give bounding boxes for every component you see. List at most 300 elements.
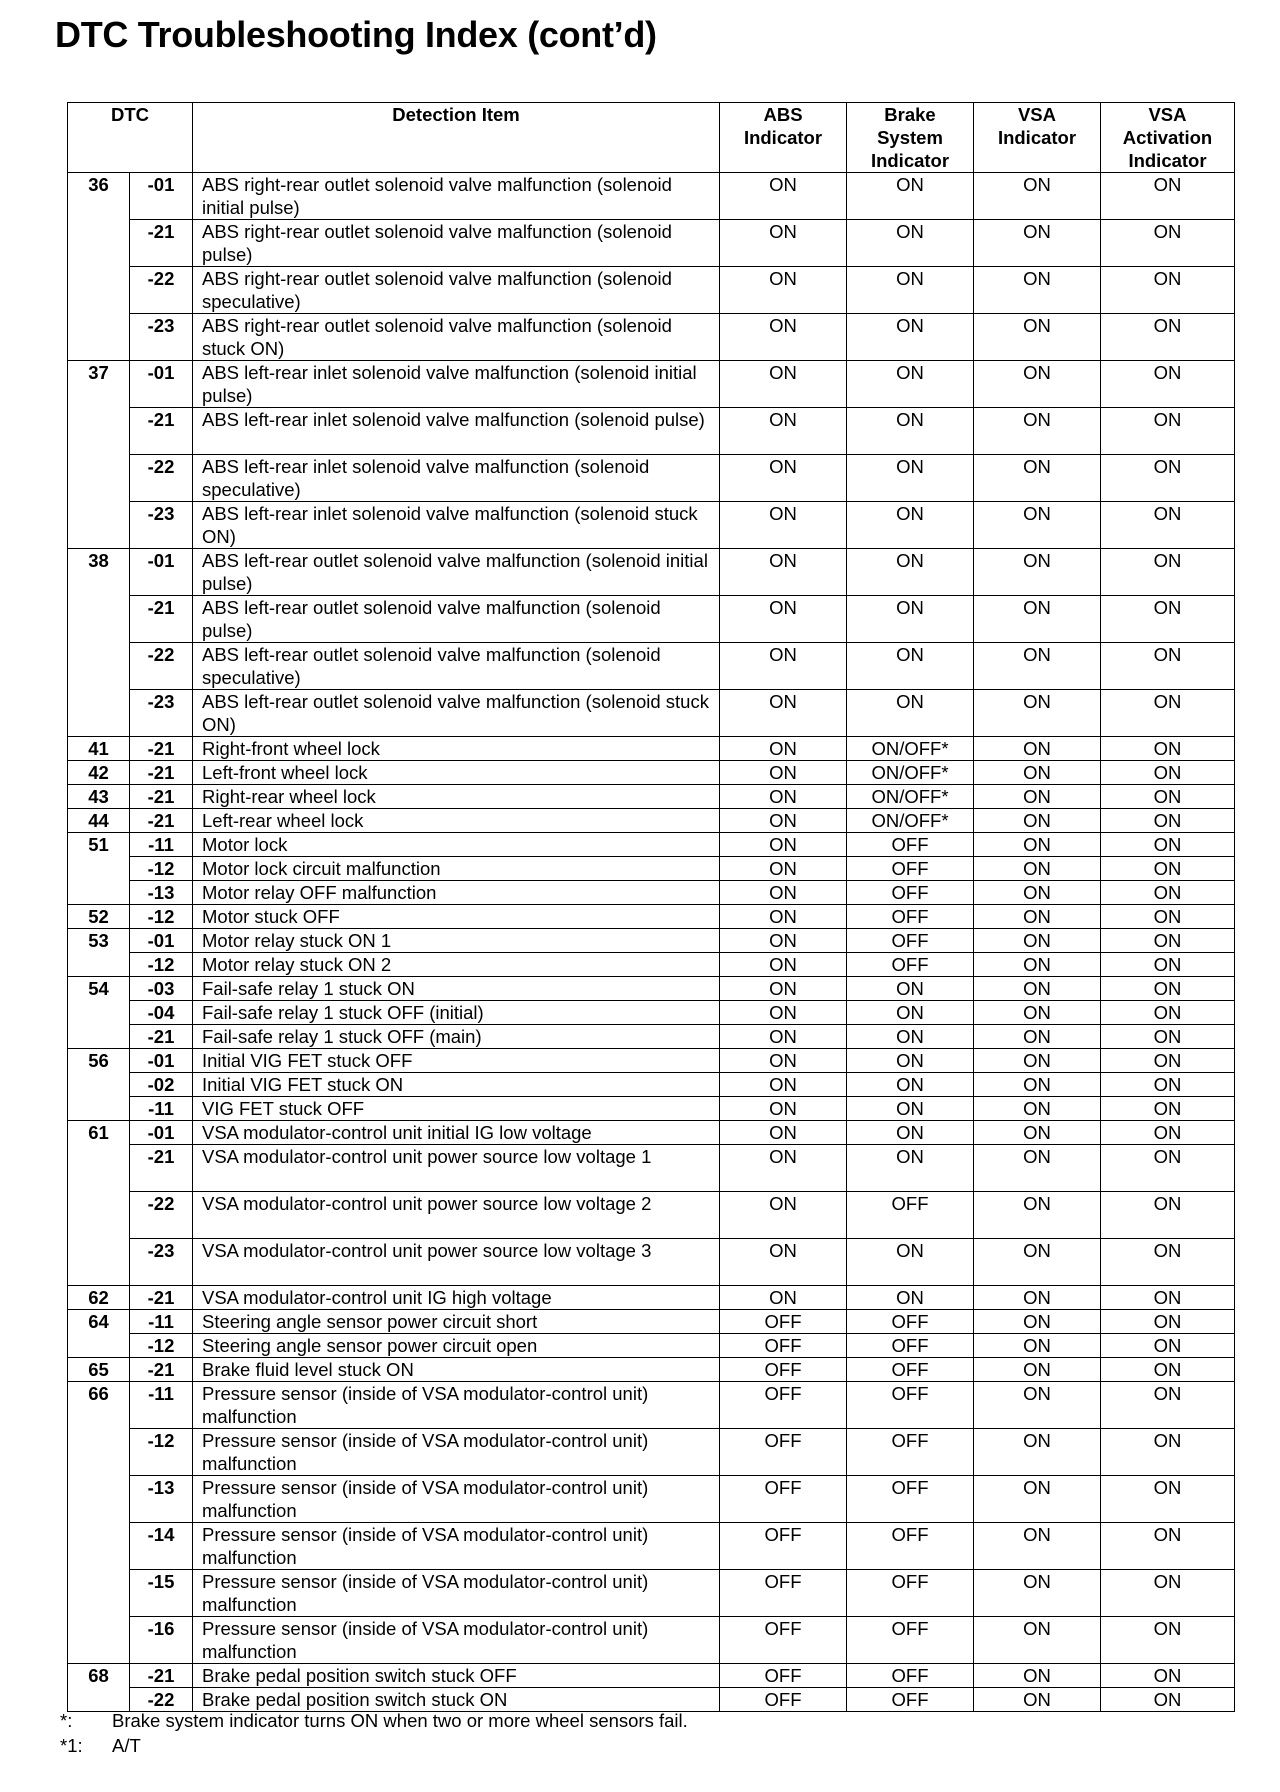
vsa-activation-value: ON [1101, 1073, 1235, 1097]
vsa-indicator-value: ON [974, 809, 1101, 833]
abs-indicator-value: OFF [720, 1570, 847, 1617]
vsa-activation-value: ON [1101, 1121, 1235, 1145]
vsa-indicator-value: ON [974, 502, 1101, 549]
vsa-indicator-value: ON [974, 953, 1101, 977]
dtc-code: 56 [68, 1049, 130, 1121]
dtc-subcode: -15 [130, 1570, 193, 1617]
table-row [68, 1570, 1235, 1617]
detection-item: Motor relay stuck ON 2 [193, 953, 720, 977]
detection-item: Pressure sensor (inside of VSA modulator-control unit) malfunction [193, 1429, 720, 1476]
table-row [68, 929, 1235, 953]
abs-indicator-value: OFF [720, 1358, 847, 1382]
dtc-subcode: -12 [130, 1429, 193, 1476]
vsa-activation-value: ON [1101, 809, 1235, 833]
table-row [68, 1382, 1235, 1429]
table-row [68, 549, 1235, 596]
brake-indicator-value: ON [847, 690, 974, 737]
brake-indicator-value: ON [847, 220, 974, 267]
vsa-activation-value: ON [1101, 502, 1235, 549]
abs-indicator-value: ON [720, 1025, 847, 1049]
abs-indicator-value: ON [720, 833, 847, 857]
brake-indicator-value: ON [847, 1239, 974, 1286]
footnote [60, 1733, 688, 1758]
table-row [68, 220, 1235, 267]
vsa-activation-value: ON [1101, 1688, 1235, 1712]
abs-indicator-value: OFF [720, 1334, 847, 1358]
vsa-indicator-value: ON [974, 1025, 1101, 1049]
abs-indicator-value: ON [720, 1073, 847, 1097]
brake-indicator-value: OFF [847, 953, 974, 977]
vsa-indicator-value: ON [974, 314, 1101, 361]
detection-item: Initial VIG FET stuck OFF [193, 1049, 720, 1073]
vsa-indicator-value: ON [974, 596, 1101, 643]
dtc-subcode: -22 [130, 455, 193, 502]
detection-item: Motor stuck OFF [193, 905, 720, 929]
vsa-activation-value: ON [1101, 596, 1235, 643]
dtc-subcode: -01 [130, 1049, 193, 1073]
table-row [68, 1192, 1235, 1239]
dtc-code: 36 [68, 173, 130, 361]
table-row [68, 1523, 1235, 1570]
vsa-indicator-value: ON [974, 1286, 1101, 1310]
vsa-activation-value: ON [1101, 1239, 1235, 1286]
vsa-activation-value: ON [1101, 1617, 1235, 1664]
table-row [68, 408, 1235, 455]
abs-indicator-value: ON [720, 643, 847, 690]
table-row [68, 1097, 1235, 1121]
abs-indicator-value: ON [720, 596, 847, 643]
abs-indicator-value: ON [720, 761, 847, 785]
abs-indicator-value: ON [720, 929, 847, 953]
header-vsa-activation-indicator: VSA Activation Indicator [1101, 103, 1235, 173]
dtc-subcode: -01 [130, 549, 193, 596]
vsa-activation-value: ON [1101, 361, 1235, 408]
brake-indicator-value: OFF [847, 1310, 974, 1334]
dtc-subcode: -23 [130, 690, 193, 737]
detection-item: Initial VIG FET stuck ON [193, 1073, 720, 1097]
abs-indicator-value: OFF [720, 1310, 847, 1334]
vsa-activation-value: ON [1101, 1025, 1235, 1049]
detection-item: VSA modulator-control unit power source low voltage 1 [193, 1145, 720, 1192]
header-row [68, 103, 1235, 173]
table-row [68, 1476, 1235, 1523]
abs-indicator-value: ON [720, 977, 847, 1001]
dtc-code: 37 [68, 361, 130, 549]
brake-indicator-value: ON/OFF* [847, 761, 974, 785]
footnote-text: Brake system indicator turns ON when two or more wheel sensors fail. [112, 1710, 688, 1731]
footnote [60, 1708, 688, 1733]
footnote-mark: *: [60, 1710, 73, 1731]
vsa-activation-value: ON [1101, 1334, 1235, 1358]
table-row [68, 1049, 1235, 1073]
dtc-subcode: -02 [130, 1073, 193, 1097]
vsa-indicator-value: ON [974, 643, 1101, 690]
vsa-indicator-value: ON [974, 455, 1101, 502]
table-row [68, 761, 1235, 785]
abs-indicator-value: OFF [720, 1664, 847, 1688]
vsa-indicator-value: ON [974, 1429, 1101, 1476]
abs-indicator-value: OFF [720, 1617, 847, 1664]
vsa-indicator-value: ON [974, 173, 1101, 220]
vsa-indicator-value: ON [974, 1121, 1101, 1145]
vsa-activation-value: ON [1101, 220, 1235, 267]
brake-indicator-value: ON [847, 1097, 974, 1121]
footnote-text: A/T [112, 1735, 141, 1756]
dtc-code: 44 [68, 809, 130, 833]
dtc-subcode: -21 [130, 737, 193, 761]
dtc-subcode: -01 [130, 173, 193, 220]
brake-indicator-value: ON [847, 1286, 974, 1310]
vsa-indicator-value: ON [974, 1192, 1101, 1239]
dtc-code: 66 [68, 1382, 130, 1664]
vsa-activation-value: ON [1101, 690, 1235, 737]
table-row [68, 905, 1235, 929]
detection-item: ABS right-rear outlet solenoid valve malfunction (solenoid stuck ON) [193, 314, 720, 361]
dtc-code: 52 [68, 905, 130, 929]
detection-item: Brake pedal position switch stuck ON [193, 1688, 720, 1712]
brake-indicator-value: OFF [847, 1476, 974, 1523]
dtc-subcode: -21 [130, 761, 193, 785]
vsa-indicator-value: ON [974, 881, 1101, 905]
dtc-code: 42 [68, 761, 130, 785]
table-row [68, 1121, 1235, 1145]
table-row [68, 1286, 1235, 1310]
header-dtc: DTC [68, 103, 193, 173]
brake-indicator-value: ON [847, 502, 974, 549]
dtc-code: 61 [68, 1121, 130, 1286]
vsa-indicator-value: ON [974, 833, 1101, 857]
table-row [68, 690, 1235, 737]
vsa-indicator-value: ON [974, 1097, 1101, 1121]
abs-indicator-value: ON [720, 220, 847, 267]
detection-item: Left-rear wheel lock [193, 809, 720, 833]
abs-indicator-value: ON [720, 1097, 847, 1121]
abs-indicator-value: OFF [720, 1523, 847, 1570]
table-row [68, 1617, 1235, 1664]
abs-indicator-value: ON [720, 953, 847, 977]
brake-indicator-value: ON [847, 1073, 974, 1097]
vsa-activation-value: ON [1101, 905, 1235, 929]
brake-indicator-value: ON [847, 1049, 974, 1073]
brake-indicator-value: OFF [847, 1382, 974, 1429]
table-row [68, 1334, 1235, 1358]
dtc-code: 68 [68, 1664, 130, 1712]
brake-indicator-value: ON [847, 643, 974, 690]
table-row [68, 1310, 1235, 1334]
vsa-indicator-value: ON [974, 1334, 1101, 1358]
detection-item: Brake pedal position switch stuck OFF [193, 1664, 720, 1688]
vsa-activation-value: ON [1101, 977, 1235, 1001]
abs-indicator-value: ON [720, 905, 847, 929]
dtc-subcode: -04 [130, 1001, 193, 1025]
footnote-mark: *1: [60, 1735, 83, 1756]
dtc-code: 43 [68, 785, 130, 809]
dtc-subcode: -21 [130, 596, 193, 643]
vsa-indicator-value: ON [974, 1476, 1101, 1523]
dtc-subcode: -12 [130, 1334, 193, 1358]
abs-indicator-value: ON [720, 1192, 847, 1239]
vsa-indicator-value: ON [974, 1073, 1101, 1097]
vsa-activation-value: ON [1101, 833, 1235, 857]
vsa-indicator-value: ON [974, 761, 1101, 785]
dtc-subcode: -21 [130, 785, 193, 809]
table-row [68, 737, 1235, 761]
brake-indicator-value: ON [847, 314, 974, 361]
detection-item: Brake fluid level stuck ON [193, 1358, 720, 1382]
brake-indicator-value: ON [847, 1145, 974, 1192]
table-row [68, 977, 1235, 1001]
vsa-activation-value: ON [1101, 267, 1235, 314]
dtc-subcode: -03 [130, 977, 193, 1001]
abs-indicator-value: ON [720, 173, 847, 220]
table-row [68, 455, 1235, 502]
abs-indicator-value: ON [720, 881, 847, 905]
detection-item: Fail-safe relay 1 stuck OFF (initial) [193, 1001, 720, 1025]
vsa-indicator-value: ON [974, 1664, 1101, 1688]
brake-indicator-value: OFF [847, 833, 974, 857]
table-row [68, 833, 1235, 857]
abs-indicator-value: ON [720, 1121, 847, 1145]
vsa-activation-value: ON [1101, 408, 1235, 455]
table-row [68, 1145, 1235, 1192]
detection-item: Right-rear wheel lock [193, 785, 720, 809]
dtc-code: 54 [68, 977, 130, 1049]
vsa-indicator-value: ON [974, 361, 1101, 408]
vsa-indicator-value: ON [974, 267, 1101, 314]
detection-item: VIG FET stuck OFF [193, 1097, 720, 1121]
abs-indicator-value: ON [720, 690, 847, 737]
table-row [68, 953, 1235, 977]
detection-item: Fail-safe relay 1 stuck ON [193, 977, 720, 1001]
brake-indicator-value: OFF [847, 1523, 974, 1570]
vsa-indicator-value: ON [974, 785, 1101, 809]
table-row [68, 1664, 1235, 1688]
vsa-activation-value: ON [1101, 1310, 1235, 1334]
dtc-table-body [68, 173, 1235, 1712]
dtc-subcode: -12 [130, 905, 193, 929]
vsa-activation-value: ON [1101, 1429, 1235, 1476]
detection-item: VSA modulator-control unit initial IG low voltage [193, 1121, 720, 1145]
header-abs-indicator: ABS Indicator [720, 103, 847, 173]
table-row [68, 1001, 1235, 1025]
table-row [68, 596, 1235, 643]
dtc-table [67, 102, 1235, 1712]
vsa-indicator-value: ON [974, 1523, 1101, 1570]
brake-indicator-value: OFF [847, 1358, 974, 1382]
vsa-indicator-value: ON [974, 977, 1101, 1001]
dtc-subcode: -11 [130, 1097, 193, 1121]
dtc-subcode: -01 [130, 1121, 193, 1145]
brake-indicator-value: ON [847, 173, 974, 220]
table-row [68, 314, 1235, 361]
dtc-subcode: -21 [130, 1145, 193, 1192]
abs-indicator-value: ON [720, 1239, 847, 1286]
table-row [68, 785, 1235, 809]
vsa-indicator-value: ON [974, 1001, 1101, 1025]
detection-item: ABS left-rear inlet solenoid valve malfunction (solenoid initial pulse) [193, 361, 720, 408]
table-row [68, 643, 1235, 690]
detection-item: VSA modulator-control unit power source low voltage 2 [193, 1192, 720, 1239]
vsa-activation-value: ON [1101, 1286, 1235, 1310]
abs-indicator-value: ON [720, 361, 847, 408]
dtc-subcode: -22 [130, 643, 193, 690]
abs-indicator-value: OFF [720, 1382, 847, 1429]
vsa-indicator-value: ON [974, 1617, 1101, 1664]
brake-indicator-value: OFF [847, 1617, 974, 1664]
detection-item: ABS left-rear outlet solenoid valve malfunction (solenoid speculative) [193, 643, 720, 690]
detection-item: VSA modulator-control unit IG high voltage [193, 1286, 720, 1310]
dtc-subcode: -01 [130, 361, 193, 408]
dtc-subcode: -21 [130, 809, 193, 833]
vsa-indicator-value: ON [974, 737, 1101, 761]
vsa-activation-value: ON [1101, 1476, 1235, 1523]
table-row [68, 809, 1235, 833]
brake-indicator-value: ON [847, 977, 974, 1001]
vsa-indicator-value: ON [974, 905, 1101, 929]
vsa-indicator-value: ON [974, 1145, 1101, 1192]
abs-indicator-value: OFF [720, 1688, 847, 1712]
dtc-subcode: -23 [130, 314, 193, 361]
vsa-activation-value: ON [1101, 1192, 1235, 1239]
dtc-subcode: -23 [130, 502, 193, 549]
vsa-activation-value: ON [1101, 173, 1235, 220]
brake-indicator-value: ON [847, 361, 974, 408]
vsa-indicator-value: ON [974, 929, 1101, 953]
detection-item: Motor relay OFF malfunction [193, 881, 720, 905]
brake-indicator-value: OFF [847, 1429, 974, 1476]
vsa-indicator-value: ON [974, 1570, 1101, 1617]
brake-indicator-value: OFF [847, 1192, 974, 1239]
vsa-activation-value: ON [1101, 1097, 1235, 1121]
dtc-subcode: -22 [130, 1192, 193, 1239]
detection-item: Motor relay stuck ON 1 [193, 929, 720, 953]
dtc-subcode: -11 [130, 1382, 193, 1429]
vsa-activation-value: ON [1101, 314, 1235, 361]
brake-indicator-value: ON [847, 1121, 974, 1145]
detection-item: ABS left-rear outlet solenoid valve malfunction (solenoid stuck ON) [193, 690, 720, 737]
brake-indicator-value: OFF [847, 905, 974, 929]
brake-indicator-value: ON [847, 1001, 974, 1025]
abs-indicator-value: ON [720, 857, 847, 881]
dtc-subcode: -14 [130, 1523, 193, 1570]
footnotes [60, 1708, 688, 1758]
brake-indicator-value: ON [847, 1025, 974, 1049]
table-row [68, 361, 1235, 408]
abs-indicator-value: OFF [720, 1429, 847, 1476]
vsa-activation-value: ON [1101, 857, 1235, 881]
abs-indicator-value: ON [720, 314, 847, 361]
abs-indicator-value: ON [720, 785, 847, 809]
dtc-subcode: -21 [130, 1286, 193, 1310]
vsa-activation-value: ON [1101, 549, 1235, 596]
abs-indicator-value: ON [720, 408, 847, 455]
dtc-code: 62 [68, 1286, 130, 1310]
vsa-activation-value: ON [1101, 1382, 1235, 1429]
header-vsa-indicator: VSA Indicator [974, 103, 1101, 173]
vsa-activation-value: ON [1101, 785, 1235, 809]
vsa-activation-value: ON [1101, 1358, 1235, 1382]
abs-indicator-value: ON [720, 1001, 847, 1025]
table-row [68, 1073, 1235, 1097]
abs-indicator-value: ON [720, 1145, 847, 1192]
vsa-indicator-value: ON [974, 690, 1101, 737]
vsa-indicator-value: ON [974, 549, 1101, 596]
vsa-indicator-value: ON [974, 857, 1101, 881]
detection-item: Left-front wheel lock [193, 761, 720, 785]
vsa-activation-value: ON [1101, 881, 1235, 905]
dtc-subcode: -21 [130, 1025, 193, 1049]
header-brake-system-indicator: Brake System Indicator [847, 103, 974, 173]
brake-indicator-value: ON [847, 408, 974, 455]
detection-item: Steering angle sensor power circuit open [193, 1334, 720, 1358]
vsa-activation-value: ON [1101, 1001, 1235, 1025]
detection-item: ABS left-rear inlet solenoid valve malfunction (solenoid stuck ON) [193, 502, 720, 549]
detection-item: VSA modulator-control unit power source low voltage 3 [193, 1239, 720, 1286]
vsa-activation-value: ON [1101, 1570, 1235, 1617]
brake-indicator-value: OFF [847, 1688, 974, 1712]
table-row [68, 1239, 1235, 1286]
brake-indicator-value: OFF [847, 881, 974, 905]
dtc-subcode: -11 [130, 833, 193, 857]
detection-item: ABS left-rear inlet solenoid valve malfunction (solenoid pulse) [193, 408, 720, 455]
vsa-activation-value: ON [1101, 953, 1235, 977]
vsa-indicator-value: ON [974, 1382, 1101, 1429]
dtc-subcode: -01 [130, 929, 193, 953]
vsa-activation-value: ON [1101, 737, 1235, 761]
dtc-subcode: -21 [130, 1664, 193, 1688]
detection-item: ABS left-rear inlet solenoid valve malfunction (solenoid speculative) [193, 455, 720, 502]
table-row [68, 1358, 1235, 1382]
dtc-subcode: -22 [130, 267, 193, 314]
vsa-activation-value: ON [1101, 929, 1235, 953]
table-row [68, 857, 1235, 881]
brake-indicator-value: ON [847, 455, 974, 502]
brake-indicator-value: OFF [847, 1334, 974, 1358]
dtc-subcode: -23 [130, 1239, 193, 1286]
brake-indicator-value: ON/OFF* [847, 785, 974, 809]
dtc-subcode: -21 [130, 1358, 193, 1382]
detection-item: ABS right-rear outlet solenoid valve malfunction (solenoid pulse) [193, 220, 720, 267]
dtc-subcode: -13 [130, 1476, 193, 1523]
abs-indicator-value: ON [720, 267, 847, 314]
detection-item: Pressure sensor (inside of VSA modulator-control unit) malfunction [193, 1476, 720, 1523]
brake-indicator-value: OFF [847, 857, 974, 881]
dtc-code: 51 [68, 833, 130, 905]
table-row [68, 502, 1235, 549]
brake-indicator-value: OFF [847, 1664, 974, 1688]
vsa-activation-value: ON [1101, 1523, 1235, 1570]
dtc-subcode: -21 [130, 408, 193, 455]
abs-indicator-value: ON [720, 737, 847, 761]
vsa-indicator-value: ON [974, 1310, 1101, 1334]
vsa-activation-value: ON [1101, 761, 1235, 785]
page-title: DTC Troubleshooting Index (cont’d) [55, 14, 657, 55]
detection-item: ABS left-rear outlet solenoid valve malfunction (solenoid pulse) [193, 596, 720, 643]
detection-item: ABS right-rear outlet solenoid valve malfunction (solenoid speculative) [193, 267, 720, 314]
abs-indicator-value: ON [720, 1049, 847, 1073]
detection-item: Right-front wheel lock [193, 737, 720, 761]
abs-indicator-value: ON [720, 502, 847, 549]
header-detection-item: Detection Item [193, 103, 720, 173]
detection-item: Steering angle sensor power circuit short [193, 1310, 720, 1334]
detection-item: Motor lock circuit malfunction [193, 857, 720, 881]
detection-item: Pressure sensor (inside of VSA modulator-control unit) malfunction [193, 1570, 720, 1617]
table-row [68, 1025, 1235, 1049]
table-row [68, 881, 1235, 905]
vsa-indicator-value: ON [974, 408, 1101, 455]
detection-item: Pressure sensor (inside of VSA modulator-control unit) malfunction [193, 1523, 720, 1570]
brake-indicator-value: OFF [847, 929, 974, 953]
